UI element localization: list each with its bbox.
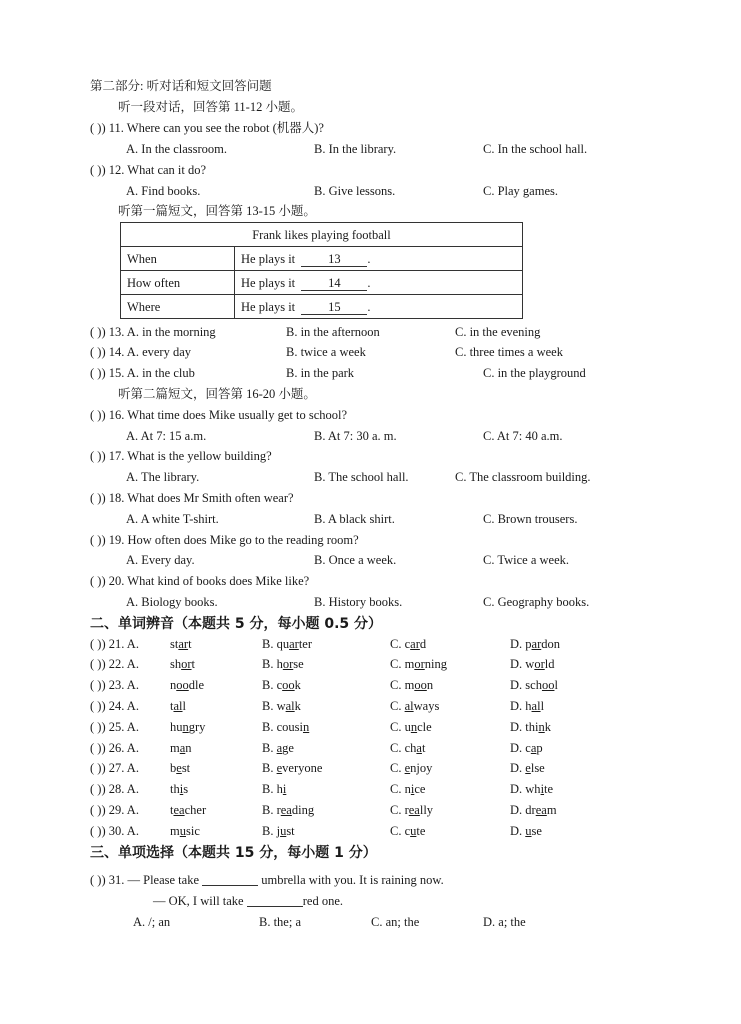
word-part: l (554, 678, 558, 692)
phonics-choice-b (262, 760, 322, 776)
phonics-question (90, 802, 139, 818)
word-part: k (294, 678, 301, 692)
choice-11-c: C. In the school hall. (483, 142, 588, 156)
row-text: He plays it (241, 275, 296, 290)
word-part: B. w (262, 699, 286, 713)
question-stem: ) 11. Where can you see the robot (机器人)? (101, 121, 324, 135)
word-part: C. n (390, 782, 411, 796)
word-part: B. h (262, 782, 283, 796)
question-stem: ) 19. How often does Mike go to the reading room? (101, 533, 359, 547)
phonics-choice-c (390, 760, 432, 776)
word-part: C. ch (390, 741, 417, 755)
choice-17-a: A. The library. (126, 470, 200, 484)
phonics-choice-d (510, 698, 544, 714)
word-part: B. c (262, 678, 283, 692)
row-label: Where (121, 295, 235, 319)
question-number: ) 23. A. (101, 678, 139, 692)
choice-11-b: B. In the library. (314, 142, 397, 156)
underlined-letters: ar (178, 637, 189, 651)
answer-paren[interactable]: ( ) (90, 533, 102, 547)
phonics-choice-b (262, 781, 286, 797)
choice-19-b: B. Once a week. (314, 553, 397, 567)
question-stem: ) 12. What can it do? (101, 163, 207, 177)
choice-14-b: B. twice a week (286, 345, 366, 359)
underlined-letters: n (302, 720, 310, 734)
question-number: ) 21. A. (101, 637, 139, 651)
word-part: D. w (510, 657, 535, 671)
underlined-letters: or (181, 657, 192, 671)
underlined-letters: e (404, 761, 411, 775)
word-part: hu (170, 720, 183, 734)
row-text: He plays it (241, 251, 296, 266)
underlined-letters: al (173, 699, 183, 713)
underlined-letters: ar (289, 637, 299, 651)
phonics-choice-c (390, 698, 439, 714)
part2-title: 第二部分: 听对话和短文回答问题 (90, 79, 272, 93)
underlined-letters: al (404, 699, 414, 713)
underlined-letters: n (182, 720, 189, 734)
phonics-choice-d (510, 802, 557, 818)
phonics-choice-c (390, 636, 426, 652)
table-header: Frank likes playing football (121, 223, 523, 247)
row-label: When (121, 247, 235, 271)
underlined-letters: a (276, 741, 283, 755)
word-part: D. (510, 824, 526, 838)
phonics-choice-a (170, 698, 186, 714)
word-part: ce (414, 782, 426, 796)
phonics-choice-a (170, 719, 205, 735)
question-number: ) 24. A. (101, 699, 139, 713)
word-part: D. c (510, 741, 531, 755)
section-3-title: 三、单项选择（本题共 15 分，每小题 1 分） (90, 845, 377, 861)
phonics-choice-a (170, 677, 204, 693)
choice-18-a: A. A white T-shirt. (126, 512, 219, 526)
question-number: ) 29. A. (101, 803, 139, 817)
word-part: C. (390, 761, 405, 775)
word-part: D. h (510, 699, 532, 713)
word-part: t (188, 637, 192, 651)
underlined-letters: a (179, 741, 186, 755)
choice-31-c: C. an; the (371, 915, 420, 929)
underlined-letters: oo (282, 678, 295, 692)
blank-31-1[interactable] (202, 873, 258, 886)
answer-paren[interactable]: ( ) (90, 325, 102, 339)
word-part: C. r (390, 803, 409, 817)
word-part: k (544, 720, 551, 734)
phonics-choice-b (262, 740, 294, 756)
table-row (121, 271, 523, 295)
phonics-choice-d (510, 719, 551, 735)
answer-paren[interactable]: ( ) (90, 574, 102, 588)
phonics-choice-b (262, 719, 309, 735)
choice-20-a: A. Biology books. (126, 595, 218, 609)
phonics-question (90, 698, 139, 714)
word-part: t (170, 803, 174, 817)
word-part: C. m (390, 657, 415, 671)
blank-13[interactable]: 13 (301, 252, 367, 267)
word-part: ways (413, 699, 440, 713)
question-31-reply (153, 893, 343, 909)
underlined-letters: ea (535, 803, 547, 817)
question-18 (90, 490, 294, 506)
word-part: ter (298, 637, 312, 651)
instruction-11-12: 听一段对话，回答第 11-12 小题。 (118, 100, 303, 114)
answer-paren[interactable]: ( ) (90, 824, 102, 838)
word-part: ld (544, 657, 555, 671)
choice-13-b: B. in the afternoon (286, 325, 380, 339)
underlined-letters: or (414, 657, 425, 671)
question-16 (90, 407, 347, 423)
answer-paren[interactable]: ( ) (90, 491, 102, 505)
word-part: njoy (410, 761, 433, 775)
phonics-choice-b (262, 636, 312, 652)
row-text: He plays it (241, 299, 296, 314)
answer-paren[interactable]: ( ) (90, 366, 102, 380)
choice-17-b: B. The school hall. (314, 470, 409, 484)
answer-paren[interactable]: ( ) (90, 873, 102, 887)
choice-15-c: C. in the playground (483, 366, 586, 380)
phonics-question (90, 719, 139, 735)
choice-18-c: C. Brown trousers. (483, 512, 578, 526)
row-label: How often (121, 271, 235, 295)
question-stem: ) 15. A. in the club (101, 366, 195, 380)
period: . (367, 275, 371, 290)
blank-15[interactable]: 15 (301, 300, 367, 315)
phonics-question (90, 740, 139, 756)
phonics-choice-c (390, 656, 447, 672)
word-part: D. wh (510, 782, 541, 796)
question-number: ) 26. A. (101, 741, 139, 755)
word-part: D. (510, 761, 526, 775)
answer-paren[interactable]: ( ) (90, 803, 102, 817)
choice-11-a: A. In the classroom. (126, 142, 228, 156)
instruction-13-15: 听第一篇短文，回答第 13-15 小题。 (118, 204, 316, 218)
word-part: D. dr (510, 803, 536, 817)
phonics-choice-b (262, 656, 304, 672)
choice-12-c: C. Play games. (483, 184, 558, 198)
answer-paren[interactable]: ( ) (90, 345, 102, 359)
reply-text: — OK, I will take (153, 894, 244, 908)
choice-16-b: B. At 7: 30 a. m. (314, 429, 397, 443)
word-part: C. c (390, 637, 411, 651)
underlined-letters: i (540, 782, 545, 796)
phonics-choice-c (390, 781, 425, 797)
word-part: t (170, 699, 174, 713)
phonics-question (90, 677, 139, 693)
choice-19-c: C. Twice a week. (483, 553, 570, 567)
question-31 (90, 872, 444, 888)
word-part: s (183, 782, 189, 796)
underlined-letters: a (530, 741, 537, 755)
choice-17-c: C. The classroom building. (455, 470, 591, 484)
question-stem-cont: umbrella with you. It is raining now. (261, 873, 444, 887)
phonics-question (90, 636, 139, 652)
question-12 (90, 162, 206, 178)
word-part: t (191, 657, 196, 671)
underlined-letters: n (410, 720, 418, 734)
phonics-choice-c (390, 719, 432, 735)
answer-paren[interactable]: ( ) (90, 657, 102, 671)
underlined-letters: or (534, 657, 545, 671)
answer-paren[interactable]: ( ) (90, 449, 102, 463)
answer-paren[interactable]: ( ) (90, 678, 102, 692)
choice-12-a: A. Find books. (126, 184, 201, 198)
choice-12-b: B. Give lessons. (314, 184, 396, 198)
word-part: ding (291, 803, 315, 817)
phonics-question (90, 656, 139, 672)
phonics-choice-d (510, 823, 542, 839)
frank-football-table (120, 222, 523, 319)
choice-13-c: C. in the evening (455, 325, 541, 339)
underlined-letters: u (410, 824, 417, 838)
word-part: b (170, 761, 177, 775)
question-stem: ) 16. What time does Mike usually get to school? (101, 408, 348, 422)
question-stem: ) 20. What kind of books does Mike like? (101, 574, 310, 588)
question-number: ) 25. A. (101, 720, 139, 734)
choice-18-b: B. A black shirt. (314, 512, 395, 526)
word-part: cle (417, 720, 432, 734)
word-part: st (181, 761, 191, 775)
word-part: n (185, 741, 192, 755)
word-part: n (170, 678, 177, 692)
phonics-choice-a (170, 760, 190, 776)
word-part: ge (282, 741, 294, 755)
phonics-choice-b (262, 802, 314, 818)
phonics-choice-c (390, 740, 425, 756)
underlined-letters: ea (408, 803, 420, 817)
underlined-letters: e (176, 761, 182, 775)
phonics-choice-c (390, 823, 425, 839)
word-part: C. c (390, 824, 411, 838)
word-part: ning (424, 657, 447, 671)
blank-14[interactable]: 14 (301, 276, 367, 291)
word-part: te (416, 824, 426, 838)
word-part: l (540, 699, 545, 713)
answer-paren[interactable]: ( ) (90, 163, 102, 177)
word-part: dle (188, 678, 205, 692)
answer-paren[interactable]: ( ) (90, 699, 102, 713)
underlined-letters: ea (280, 803, 292, 817)
phonics-choice-b (262, 677, 301, 693)
underlined-letters: oo (541, 678, 555, 692)
period: . (367, 299, 371, 314)
question-stem: ) 13. A. in the morning (101, 325, 216, 339)
word-part: k (294, 699, 301, 713)
underlined-letters: u (179, 824, 186, 838)
phonics-choice-c (390, 677, 433, 693)
phonics-choice-a (170, 636, 192, 652)
word-part: B. qu (262, 637, 290, 651)
answer-paren[interactable]: ( ) (90, 720, 102, 734)
choice-31-a: A. /; an (133, 915, 171, 929)
word-part: gry (188, 720, 206, 734)
phonics-choice-d (510, 760, 545, 776)
underlined-letters: i (179, 782, 184, 796)
phonics-choice-d (510, 656, 554, 672)
answer-paren[interactable]: ( ) (90, 782, 102, 796)
answer-paren[interactable]: ( ) (90, 761, 102, 775)
word-part: sic (185, 824, 200, 838)
word-part: m (170, 824, 180, 838)
word-part: te (544, 782, 554, 796)
word-part: st (286, 824, 295, 838)
word-part: D. p (510, 637, 532, 651)
choice-20-b: B. History books. (314, 595, 403, 609)
phonics-choice-a (170, 823, 200, 839)
word-part: cher (184, 803, 207, 817)
underlined-letters: e (525, 761, 531, 775)
word-part: n (426, 678, 434, 692)
choice-31-b: B. the; a (259, 915, 302, 929)
phonics-choice-a (170, 781, 188, 797)
question-11 (90, 120, 324, 136)
phonics-choice-d (510, 740, 543, 756)
instruction-16-20: 听第二篇短文，回答第 16-20 小题。 (118, 387, 316, 401)
word-part: C. u (390, 720, 411, 734)
underlined-letters: ar (531, 637, 542, 651)
word-part: B. (262, 741, 277, 755)
word-part: B. r (262, 803, 281, 817)
period: . (367, 251, 371, 266)
word-part: p (536, 741, 543, 755)
word-part: B. h (262, 657, 283, 671)
row-content (235, 247, 523, 271)
underlined-letters: u (280, 824, 287, 838)
underlined-letters: ar (410, 637, 420, 651)
answer-paren[interactable]: ( ) (90, 741, 102, 755)
table-row (121, 247, 523, 271)
word-part: B. j (262, 824, 281, 838)
word-part: l (182, 699, 186, 713)
word-part: lly (419, 803, 434, 817)
word-part: st (170, 637, 179, 651)
word-part: sh (170, 657, 182, 671)
phonics-choice-b (262, 823, 295, 839)
word-part: B. (262, 761, 277, 775)
underlined-letters: or (282, 657, 294, 671)
choice-16-a: A. At 7: 15 a.m. (126, 429, 207, 443)
question-number: ) 28. A. (101, 782, 139, 796)
phonics-choice-a (170, 802, 206, 818)
question-stem: ) 18. What does Mr Smith often wear? (101, 491, 294, 505)
word-part: D. sch (510, 678, 542, 692)
phonics-choice-d (510, 677, 558, 693)
question-stem: ) 31. — Please take (101, 873, 199, 887)
choice-20-c: C. Geography books. (483, 595, 590, 609)
word-part: C. (390, 699, 405, 713)
underlined-letters: e (276, 761, 283, 775)
row-content (235, 271, 523, 295)
word-part: m (170, 741, 180, 755)
word-part: lse (530, 761, 545, 775)
question-number: ) 27. A. (101, 761, 139, 775)
choice-19-a: A. Every day. (126, 553, 195, 567)
phonics-choice-d (510, 636, 560, 652)
underlined-letters: n (538, 720, 545, 734)
answer-paren[interactable]: ( ) (90, 637, 102, 651)
underlined-letters: oo (414, 678, 427, 692)
underlined-letters: i (410, 782, 415, 796)
question-number: ) 30. A. (101, 824, 139, 838)
phonics-question (90, 781, 139, 797)
word-part: B. cousi (262, 720, 303, 734)
choice-16-c: C. At 7: 40 a.m. (483, 429, 563, 443)
question-stem: ) 17. What is the yellow building? (101, 449, 272, 463)
section-2-title: 二、单词辨音（本题共 5 分，每小题 0.5 分） (90, 616, 383, 632)
question-14 (90, 344, 191, 360)
table-row (121, 295, 523, 319)
underlined-letters: a (416, 741, 422, 755)
reply-text-cont: red one. (302, 894, 343, 908)
word-part: d (419, 637, 427, 651)
answer-paren[interactable]: ( ) (90, 408, 102, 422)
underlined-letters: i (282, 782, 287, 796)
word-part: th (170, 782, 180, 796)
underlined-letters: ea (173, 803, 185, 817)
word-part: t (421, 741, 426, 755)
phonics-question (90, 823, 139, 839)
phonics-choice-c (390, 802, 433, 818)
underlined-letters: al (285, 699, 295, 713)
question-17 (90, 448, 272, 464)
underlined-letters: al (531, 699, 541, 713)
phonics-choice-a (170, 656, 195, 672)
blank-31-2[interactable] (247, 894, 303, 907)
word-part: don (541, 637, 560, 651)
phonics-question (90, 760, 139, 776)
question-19 (90, 532, 359, 548)
choice-15-b: B. in the park (286, 366, 355, 380)
question-stem: ) 14. A. every day (101, 345, 192, 359)
answer-paren[interactable]: ( ) (90, 121, 102, 135)
question-number: ) 22. A. (101, 657, 139, 671)
word-part: se (531, 824, 542, 838)
question-15 (90, 365, 195, 381)
underlined-letters: u (525, 824, 532, 838)
question-20 (90, 573, 309, 589)
word-part: m (546, 803, 557, 817)
row-content (235, 295, 523, 319)
phonics-choice-a (170, 740, 192, 756)
word-part: se (293, 657, 304, 671)
question-13 (90, 324, 216, 340)
phonics-choice-b (262, 698, 301, 714)
phonics-choice-d (510, 781, 553, 797)
underlined-letters: oo (176, 678, 189, 692)
word-part: C. m (390, 678, 415, 692)
choice-14-c: C. three times a week (455, 345, 563, 359)
word-part: D. thi (510, 720, 539, 734)
word-part: veryone (282, 761, 323, 775)
choice-31-d: D. a; the (483, 915, 526, 929)
